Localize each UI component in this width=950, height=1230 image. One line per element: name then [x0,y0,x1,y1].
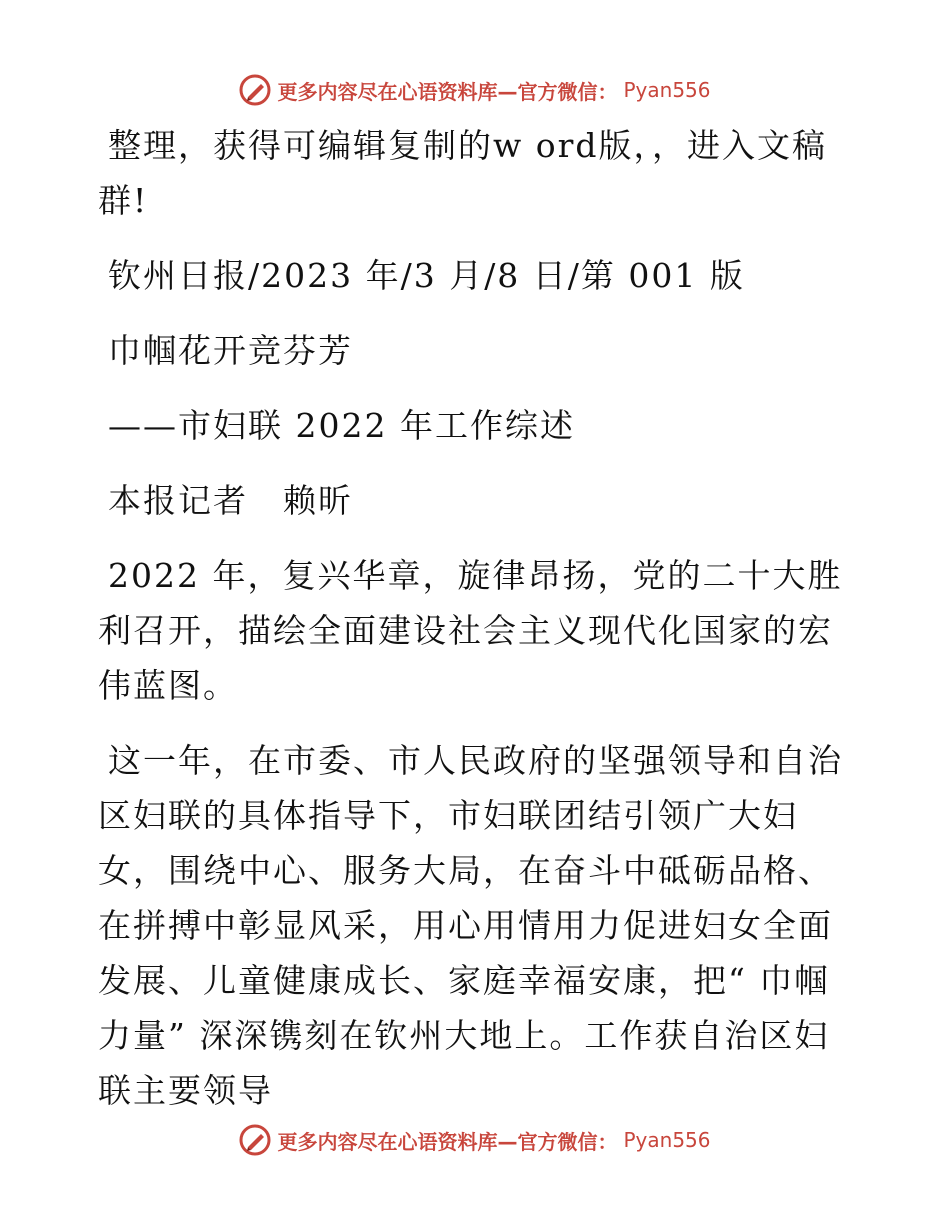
article-byline: 本报记者 赖昕 [108,481,353,520]
body-paragraph-2: 这一年，在市委、市人民政府的坚强领导和自治区妇联的具体指导下，市妇联团结引领广大妇女，围绕中心、服务大局，在奋斗中砥砺品格、在拼搏中彰显风采，用心用情用力促进妇女全面发展、儿童健康成长、家庭幸福安康，把“ 巾帼力量” 深深镌刻在钦州大地上。工作获自治区妇联主要领导 [98,741,843,1110]
header-watermark [0,70,950,110]
watermark-handle: Pyan556 [623,78,711,102]
article-subtitle: ——市妇联 2022 年工作综述 [108,406,575,445]
newspaper-source-line: 钦州日报/2023 年/3 月/8 日/第 001 版 [108,256,745,295]
watermark-handle: Pyan556 [623,1128,711,1152]
article-title: 巾帼花开竞芬芳 [108,331,353,370]
body-paragraph-1: 2022 年，复兴华章，旋律昂扬，党的二十大胜利召开，描绘全面建设社会主义现代化国家的宏伟蓝图。 [98,556,843,705]
intro-paragraph: 整理，获得可编辑复制的w ord版，，进入文稿群! [98,126,828,220]
pen-logo-icon [239,74,271,106]
pen-logo-icon [239,1124,271,1156]
document-body [98,118,858,1118]
footer-watermark [0,1120,950,1160]
watermark-text: 更多内容尽在心语资料库—官方微信： [277,1129,618,1154]
watermark-text: 更多内容尽在心语资料库—官方微信： [277,79,618,104]
